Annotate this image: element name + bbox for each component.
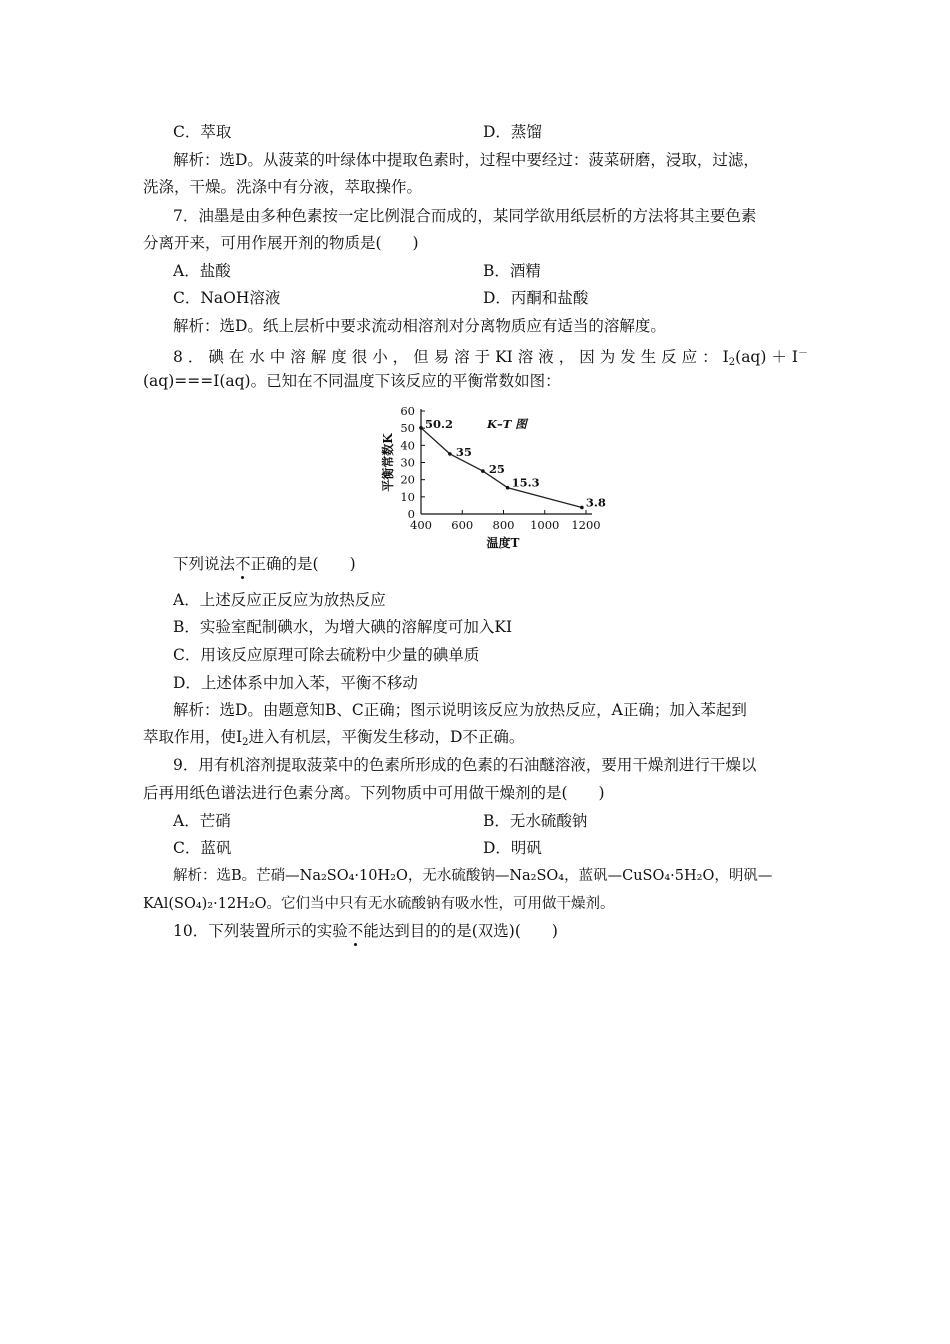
k-t-chart [370,396,610,554]
q9-option-a: A．芒硝 [173,812,231,830]
x-tick-label: 1200 [571,518,601,532]
data-label: 35 [455,444,472,459]
x-axis-label: 温度T [486,536,520,550]
x-tick-label: 1000 [530,518,560,532]
q7-stem-line2: 分离开来，可用作展开剂的物质是( ) [143,234,419,252]
data-point [448,452,452,456]
q8-stem-line2: (aq)===I(aq)。已知在不同温度下该反应的平衡常数如图： [143,372,561,390]
data-point [506,486,510,490]
q7-option-c: C．NaOH溶液 [173,289,281,307]
q6-option-d: D．蒸馏 [483,123,542,141]
q8-option-b: B．实验室配制碘水，为增大碘的溶解度可加入KI [173,618,513,636]
q9-option-c: C．蓝矾 [173,839,232,857]
q9-option-b: B．无水硫酸钠 [483,812,588,830]
q8-analysis-line2: 萃取作用，使$I_2$进入有机层，平衡发生移动，D不正确。 [143,728,525,748]
q7-option-a: A．盐酸 [173,262,231,280]
q6-analysis-line1: 解析：选D。从菠菜的叶绿体中提取色素时，过程中要经过：菠菜研磨，浸取，过滤， [173,151,759,169]
q8-question: 下列说法不正确的是( ) [173,555,356,573]
emphasis-not: 不 [235,555,251,573]
data-label: 15.3 [511,475,540,490]
data-point [580,506,584,510]
y-axis-label: 平衡常数K [381,433,395,492]
y-tick-label: 10 [400,489,415,504]
q7-stem-line1: 7．油墨是由多种色素按一定比例混合而成的，某同学欲用纸层析的方法将其主要色素 [173,207,757,225]
q9-analysis-line2: KAl(SO₄)₂·12H₂O。它们当中只有无水硫酸钠有吸水性，可用做干燥剂。 [143,896,615,912]
q9-analysis-line1: 解析：选B。芒硝—Na₂SO₄·10H₂O，无水硫酸钠—Na₂SO₄，蓝矾—CuSO₄·5H₂O，明矾— [173,868,773,884]
data-label: 3.8 [585,495,606,510]
q6-option-c: C．萃取 [173,123,232,141]
q7-option-b: B．酒精 [483,262,541,280]
y-tick-label: 50 [400,421,415,436]
data-label: 25 [488,462,505,477]
chart-title: K–T 图 [487,417,527,431]
q8-option-a: A．上述反应正反应为放热反应 [173,591,386,609]
q8-stem-line1: 8．碘在水中溶解度很小，但易溶于KI溶液，因为发生反应：$I_2(aq)+I^-$ [173,348,808,368]
emphasis-not: 不 [347,922,364,940]
y-tick-label: 0 [407,507,415,521]
y-tick-label: 60 [400,404,415,418]
q8-option-d: D．上述体系中加入苯，平衡不移动 [173,674,418,692]
q9-option-d: D．明矾 [483,839,542,857]
q8-analysis-line1: 解析：选D。由题意知B、C正确；图示说明该反应为放热反应，A正确；加入苯起到 [173,701,747,719]
q7-option-d: D．丙酮和盐酸 [483,289,589,307]
q9-stem-line1: 9．用有机溶剂提取菠菜中的色素所形成的色素的石油醚溶液，要用干燥剂进行干燥以 [173,756,757,774]
x-tick-label: 800 [492,518,515,532]
q7-analysis: 解析：选D。纸上层析中要求流动相溶剂对分离物质应有适当的溶解度。 [173,317,666,335]
data-point [419,426,423,430]
x-tick-label: 400 [410,518,432,532]
x-tick-label: 600 [451,518,474,532]
y-tick-label: 20 [400,472,415,487]
q6-analysis-line2: 洗涤，干燥。洗涤中有分液，萃取操作。 [143,178,423,196]
q10-stem: 10．下列装置所示的实验不能达到目的的是(双选)( ) [173,922,558,940]
y-tick-label: 40 [400,438,415,453]
q9-stem-line2: 后再用纸色谱法进行色素分离。下列物质中可用做干燥剂的是( ) [143,784,605,802]
data-label: 50.2 [425,416,454,431]
q8-option-c: C．用该反应原理可除去硫粉中少量的碘单质 [173,646,480,664]
data-point [481,469,485,473]
y-tick-label: 30 [400,455,415,470]
